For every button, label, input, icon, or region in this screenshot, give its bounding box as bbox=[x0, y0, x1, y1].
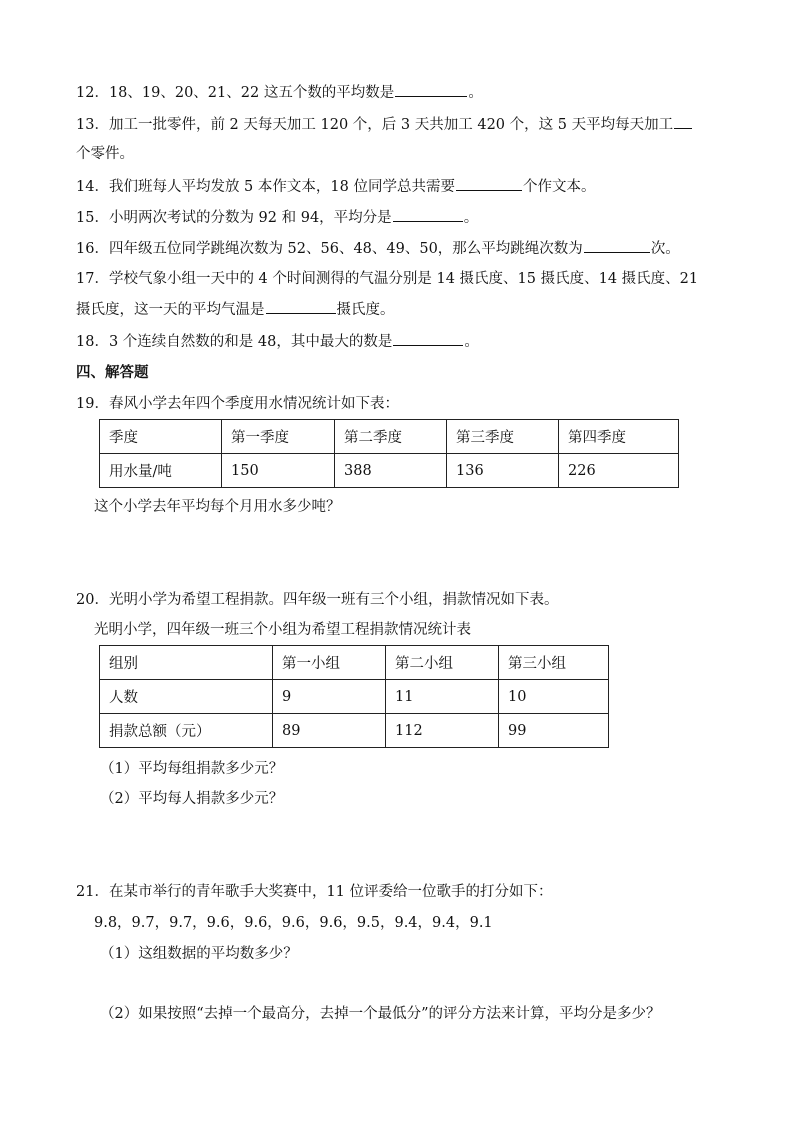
table-cell: 150 bbox=[222, 454, 335, 488]
table-row bbox=[100, 680, 609, 714]
question-20-sub2: （2）平均每人捐款多少元？ bbox=[100, 791, 284, 807]
section-heading: 四、解答题 bbox=[76, 364, 149, 381]
table-cell: 11 bbox=[386, 680, 499, 714]
table-cell: 第三小组 bbox=[499, 646, 609, 680]
table-cell: 用水量/吨 bbox=[100, 454, 222, 488]
table-row bbox=[100, 646, 609, 680]
water-usage-table bbox=[99, 419, 679, 488]
question-20: 20．光明小学为希望工程捐款。四年级一班有三个小组，捐款情况如下表。 bbox=[76, 592, 559, 608]
table-cell: 89 bbox=[273, 714, 386, 748]
question-21-sub2: （2）如果按照“去掉一个最高分，去掉一个最低分”的评分方法来计算，平均分是多少？ bbox=[100, 1006, 661, 1022]
table-cell: 第二季度 bbox=[335, 420, 447, 454]
answer-blank[interactable] bbox=[393, 331, 463, 346]
question-19: 19．春风小学去年四个季度用水情况统计如下表： bbox=[76, 396, 399, 412]
table-row bbox=[100, 454, 679, 488]
score-list: 9.8，9.7，9.7，9.6，9.6，9.6，9.6，9.5，9.4，9.4，9.1 bbox=[94, 915, 493, 931]
table-cell: 10 bbox=[499, 680, 609, 714]
table-cell: 人数 bbox=[100, 680, 273, 714]
question-17-line1: 17．学校气象小组一天中的 4 个时间测得的气温分别是 14 摄氏度、15 摄氏度、14 摄氏度、21 bbox=[76, 271, 699, 287]
question-13-line1: 13．加工一批零件，前 2 天每天加工 120 个，后 3 天共加工 420 个，这 5 天平均每天加工 bbox=[76, 114, 693, 135]
table-cell: 112 bbox=[386, 714, 499, 748]
question-12: 12．18、19、20、21、22 这五个数的平均数是 。 bbox=[76, 82, 483, 103]
question-21: 21．在某市举行的青年歌手大奖赛中，11 位评委给一位歌手的打分如下： bbox=[76, 884, 553, 900]
table-cell: 388 bbox=[335, 454, 447, 488]
answer-blank[interactable] bbox=[584, 238, 650, 253]
table-cell: 组别 bbox=[100, 646, 273, 680]
question-17-line2: 摄氏度，这一天的平均气温是 摄氏度。 bbox=[76, 299, 395, 320]
table-cell: 季度 bbox=[100, 420, 222, 454]
answer-blank[interactable] bbox=[266, 299, 336, 314]
question-14: 14．我们班每人平均发放 5 本作文本，18 位同学总共需要 个作文本。 bbox=[76, 176, 595, 197]
table-cell: 第一小组 bbox=[273, 646, 386, 680]
answer-blank[interactable] bbox=[395, 82, 467, 97]
answer-blank[interactable] bbox=[674, 114, 692, 129]
question-21-sub1: （1）这组数据的平均数多少？ bbox=[100, 946, 298, 962]
table-caption: 光明小学，四年级一班三个小组为希望工程捐款情况统计表 bbox=[94, 622, 471, 638]
table-row bbox=[100, 420, 679, 454]
question-16: 16．四年级五位同学跳绳次数为 52、56、48、49、50，那么平均跳绳次数为 次。 bbox=[76, 238, 680, 259]
table-cell: 第三季度 bbox=[447, 420, 559, 454]
question-13-line2: 个零件。 bbox=[76, 146, 134, 162]
question-20-sub1: （1）平均每组捐款多少元？ bbox=[100, 761, 284, 777]
table-cell: 99 bbox=[499, 714, 609, 748]
table-cell: 第一季度 bbox=[222, 420, 335, 454]
question-15: 15．小明两次考试的分数为 92 和 94，平均分是 。 bbox=[76, 207, 478, 228]
answer-blank[interactable] bbox=[393, 207, 463, 222]
table-cell: 捐款总额（元） bbox=[100, 714, 273, 748]
donation-table bbox=[99, 645, 609, 748]
table-cell: 136 bbox=[447, 454, 559, 488]
question-18: 18．3 个连续自然数的和是 48，其中最大的数是 。 bbox=[76, 331, 479, 352]
table-cell: 第二小组 bbox=[386, 646, 499, 680]
table-cell: 226 bbox=[559, 454, 679, 488]
table-cell: 第四季度 bbox=[559, 420, 679, 454]
question-19-ask: 这个小学去年平均每个月用水多少吨？ bbox=[94, 499, 341, 515]
table-row bbox=[100, 714, 609, 748]
answer-blank[interactable] bbox=[456, 176, 522, 191]
table-cell: 9 bbox=[273, 680, 386, 714]
